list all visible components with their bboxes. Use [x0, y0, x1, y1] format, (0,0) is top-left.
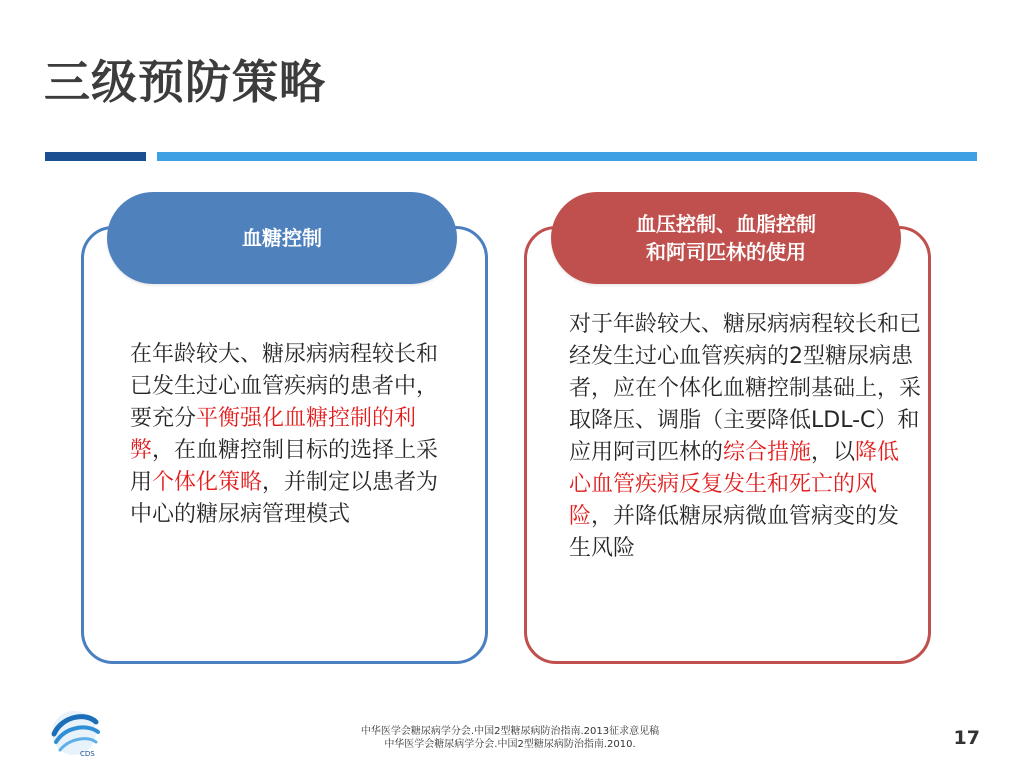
- bp-lipid-aspirin-heading: [551, 192, 901, 284]
- bp-lipid-aspirin-heading-line2: 和阿司匹林的使用: [646, 240, 806, 264]
- reference-footer: [280, 725, 740, 751]
- bp-lipid-aspirin-heading-line1: 血压控制、血脂控制: [636, 212, 816, 236]
- body-segment-highlight: 降低心血管疾病反复发生和死亡的风险: [569, 440, 900, 529]
- bp-lipid-aspirin-body: [569, 309, 921, 565]
- body-segment-highlight: 个体化策略: [152, 470, 263, 495]
- slide-title: 三级预防策略: [44, 55, 326, 109]
- body-segment: ，并制定以患者为中心的糖尿病管理模式: [130, 470, 439, 527]
- logo-text: CDS: [80, 750, 95, 758]
- body-segment: ，并降低糖尿病微血管病变的发生风险: [569, 504, 900, 561]
- reference-line-2: 中华医学会糖尿病学分会.中国2型糖尿病防治指南.2010.: [384, 739, 636, 750]
- glucose-control-heading: [107, 192, 457, 284]
- body-segment: 对于年龄较大、糖尿病病程较长和已经发生过心血管疾病的2型糖尿病患者，应在个体化血糖控制基础上，采取降压、调脂（主要降低LDL-C）和应用阿司匹林的: [569, 312, 922, 465]
- cds-logo-icon: [44, 704, 104, 762]
- page-number: 17: [953, 727, 980, 749]
- title-underline-light: [157, 152, 977, 161]
- glucose-control-body: [130, 339, 446, 531]
- body-segment: ，在血糖控制目标的选择上采用: [130, 438, 439, 495]
- title-underline-dark: [45, 152, 146, 161]
- body-segment: 在年龄较大、糖尿病病程较长和已发生过心血管疾病的患者中，要充分: [130, 342, 439, 431]
- reference-line-1: 中华医学会糖尿病学分会.中国2型糖尿病防治指南.2013征求意见稿: [360, 726, 660, 737]
- body-segment: ，以: [811, 440, 856, 465]
- body-segment-highlight: 综合措施: [723, 440, 812, 465]
- body-segment-highlight: 平衡强化血糖控制的利弊: [130, 406, 417, 463]
- glucose-control-heading-text: 血糖控制: [242, 226, 322, 250]
